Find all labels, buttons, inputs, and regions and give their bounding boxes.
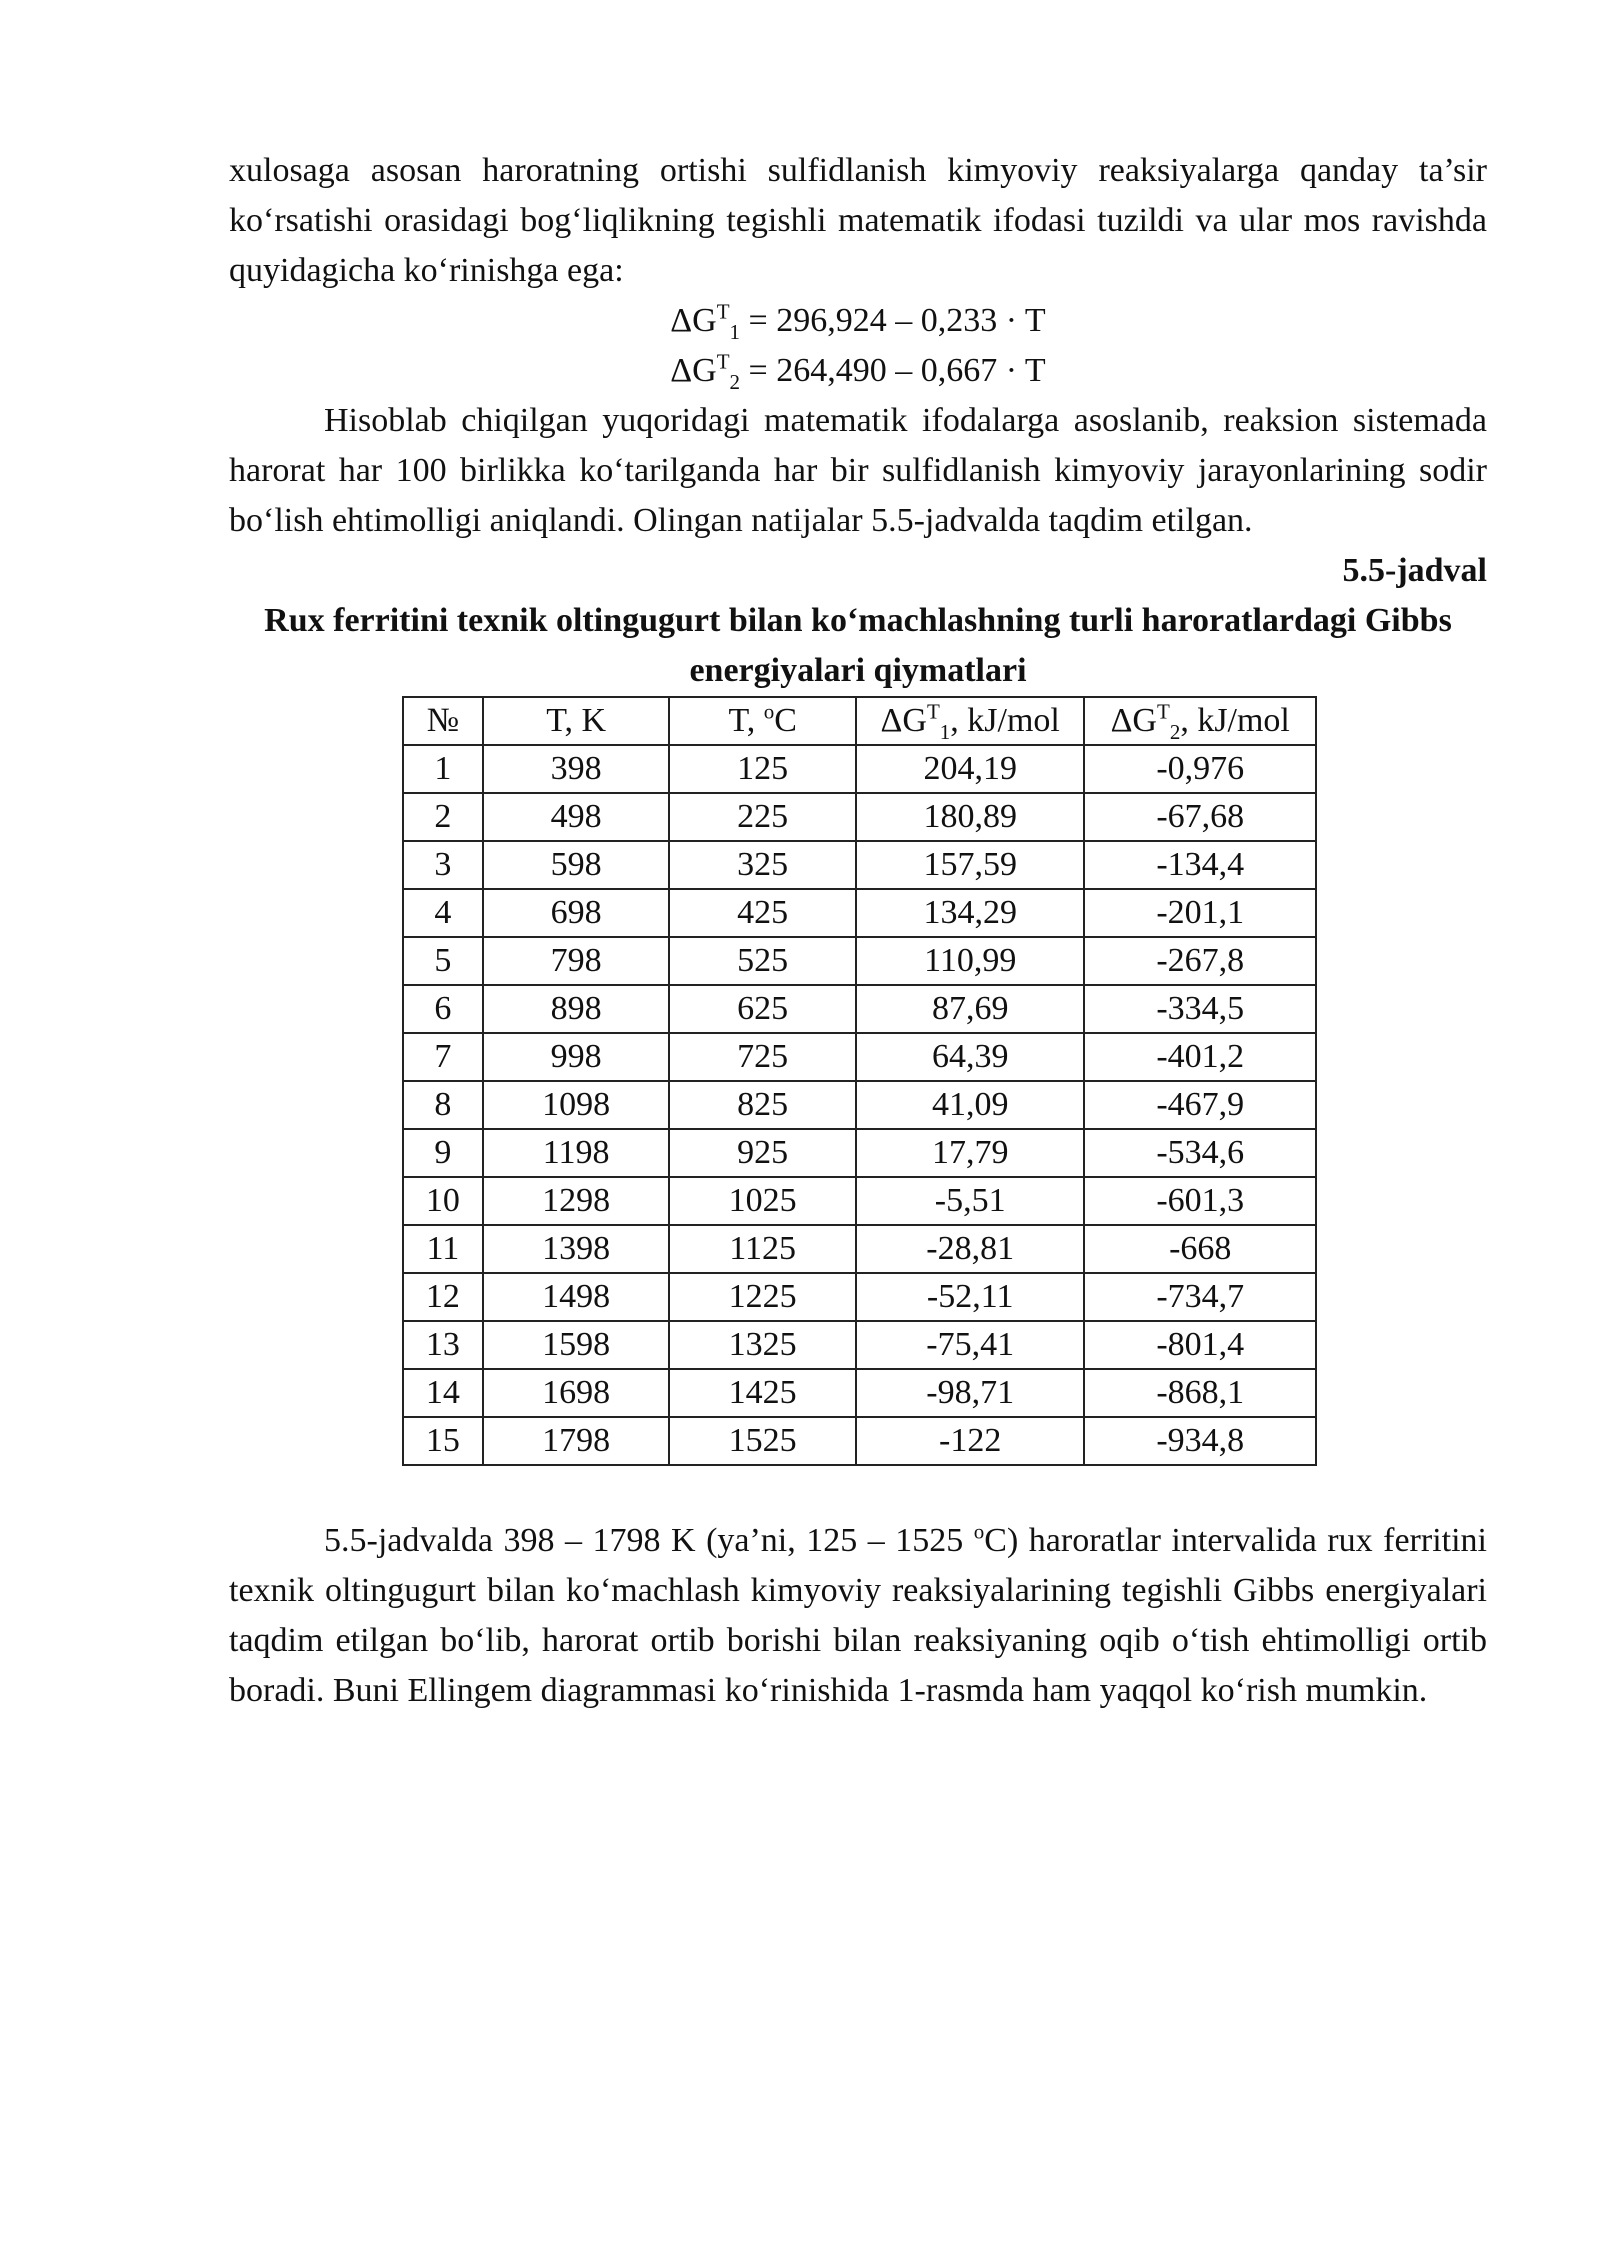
cell-t-k: 698 <box>483 889 670 937</box>
cell-t-c: 1425 <box>669 1369 856 1417</box>
equation-1-rhs: = 296,924 – 0,233 · T <box>740 302 1046 339</box>
header-g2-symbol: ΔG <box>1110 702 1157 739</box>
cell-g2: -67,68 <box>1084 793 1316 841</box>
equation-1 <box>229 296 1487 346</box>
table-row <box>403 985 1316 1033</box>
paragraph-3-start: 5.5-jadvalda 398 – 1798 K (ya’ni, 125 – 1525 <box>324 1522 974 1559</box>
table-row <box>403 937 1316 985</box>
cell-no: 11 <box>403 1225 483 1273</box>
equation-2 <box>229 346 1487 396</box>
equation-1-sup: T <box>716 299 730 324</box>
cell-t-c: 225 <box>669 793 856 841</box>
table-header-row <box>403 697 1316 745</box>
equation-1-symbol: ΔG <box>670 302 717 339</box>
table-row <box>403 1177 1316 1225</box>
cell-g2: -801,4 <box>1084 1321 1316 1369</box>
cell-g2: -467,9 <box>1084 1081 1316 1129</box>
paragraph-3 <box>229 1516 1487 1716</box>
cell-g2: -0,976 <box>1084 745 1316 793</box>
cell-g1: -28,81 <box>856 1225 1085 1273</box>
cell-t-c: 425 <box>669 889 856 937</box>
cell-g1: 17,79 <box>856 1129 1085 1177</box>
cell-no: 12 <box>403 1273 483 1321</box>
header-tc-unit: C <box>774 702 797 739</box>
degree-sup: o <box>973 1519 985 1544</box>
cell-no: 8 <box>403 1081 483 1129</box>
table-row <box>403 1033 1316 1081</box>
cell-no: 14 <box>403 1369 483 1417</box>
header-g1-sub: 1 <box>939 719 951 744</box>
cell-t-c: 525 <box>669 937 856 985</box>
cell-t-k: 1298 <box>483 1177 670 1225</box>
cell-t-c: 925 <box>669 1129 856 1177</box>
table-row <box>403 1321 1316 1369</box>
equation-2-sub: 2 <box>729 369 741 394</box>
cell-t-k: 798 <box>483 937 670 985</box>
cell-g2: -601,3 <box>1084 1177 1316 1225</box>
cell-no: 15 <box>403 1417 483 1465</box>
table-row <box>403 1081 1316 1129</box>
table-row <box>403 1369 1316 1417</box>
cell-t-k: 1098 <box>483 1081 670 1129</box>
cell-t-k: 1398 <box>483 1225 670 1273</box>
cell-g2: -201,1 <box>1084 889 1316 937</box>
header-g2-unit: , kJ/mol <box>1180 702 1290 739</box>
cell-g1: -5,51 <box>856 1177 1085 1225</box>
cell-no: 13 <box>403 1321 483 1369</box>
intro-paragraph: xulosaga asosan haroratning ortishi sulfidlanish kimyoviy reaksiyalarga qanday ta’sir ko‘rsatishi orasidagi bog‘liqlikning tegishli matematik ifodasi tuzildi va ular mos ravishda quyidagicha ko‘rinishga ega: <box>229 152 1487 289</box>
equation-1-sub: 1 <box>729 319 741 344</box>
cell-t-k: 1198 <box>483 1129 670 1177</box>
cell-t-k: 1498 <box>483 1273 670 1321</box>
paragraph-3-end: C) haroratlar intervalida rux ferritini texnik oltingugurt bilan ko‘machlash kimyoviy reaksiyalarining tegishli Gibbs energiyalari taqdim etilgan bo‘lib, harorat ortib borishi bilan reaksiyaning oqib o‘tish ehtimolligi ortib boradi. Buni Ellingem diagrammasi ko‘rinishida 1-rasmda ham yaqqol ko‘rish mumkin. <box>229 1522 1487 1709</box>
cell-g1: 41,09 <box>856 1081 1085 1129</box>
cell-t-c: 825 <box>669 1081 856 1129</box>
table-row <box>403 745 1316 793</box>
cell-g2: -668 <box>1084 1225 1316 1273</box>
header-g1-sup: T <box>926 699 940 724</box>
table-caption: Rux ferritini texnik oltingugurt bilan ko‘machlashning turli haroratlardagi Gibbs energiyalari qiymatlari <box>264 602 1452 689</box>
paragraph-2: Hisoblab chiqilgan yuqoridagi matematik ifodalarga asoslanib, reaksion sistemada harorat har 100 birlikka ko‘tarilganda har bir sulfidlanish kimyoviy jarayonlarining sodir bo‘lish ehtimolligi aniqlandi. Olingan natijalar 5.5-jadvalda taqdim etilgan. <box>229 402 1487 539</box>
cell-g2: -534,6 <box>1084 1129 1316 1177</box>
header-gibbs-1 <box>856 697 1085 745</box>
cell-g2: -401,2 <box>1084 1033 1316 1081</box>
cell-t-k: 1698 <box>483 1369 670 1417</box>
cell-g2: -134,4 <box>1084 841 1316 889</box>
table-row <box>403 1417 1316 1465</box>
cell-g1: -75,41 <box>856 1321 1085 1369</box>
cell-t-c: 325 <box>669 841 856 889</box>
cell-t-k: 498 <box>483 793 670 841</box>
table-row <box>403 793 1316 841</box>
equation-2-rhs: = 264,490 – 0,667 · T <box>740 352 1046 389</box>
cell-no: 4 <box>403 889 483 937</box>
cell-t-k: 398 <box>483 745 670 793</box>
cell-g1: 134,29 <box>856 889 1085 937</box>
cell-t-k: 998 <box>483 1033 670 1081</box>
table-body <box>403 745 1316 1465</box>
header-no: № <box>403 697 483 745</box>
cell-t-c: 1525 <box>669 1417 856 1465</box>
cell-no: 6 <box>403 985 483 1033</box>
cell-t-c: 1325 <box>669 1321 856 1369</box>
cell-g2: -868,1 <box>1084 1369 1316 1417</box>
cell-g2: -334,5 <box>1084 985 1316 1033</box>
cell-no: 5 <box>403 937 483 985</box>
table-row <box>403 1273 1316 1321</box>
cell-no: 9 <box>403 1129 483 1177</box>
cell-g1: 204,19 <box>856 745 1085 793</box>
cell-t-c: 625 <box>669 985 856 1033</box>
document-page <box>229 146 1487 1716</box>
header-temperature-k: T, K <box>483 697 670 745</box>
cell-no: 2 <box>403 793 483 841</box>
table-row <box>403 889 1316 937</box>
cell-g1: 64,39 <box>856 1033 1085 1081</box>
equation-2-symbol: ΔG <box>670 352 717 389</box>
cell-t-k: 1598 <box>483 1321 670 1369</box>
cell-no: 1 <box>403 745 483 793</box>
header-g1-unit: , kJ/mol <box>950 702 1060 739</box>
cell-g1: -98,71 <box>856 1369 1085 1417</box>
cell-g2: -267,8 <box>1084 937 1316 985</box>
table-row <box>403 841 1316 889</box>
cell-t-c: 1225 <box>669 1273 856 1321</box>
gibbs-energy-table <box>402 696 1317 1466</box>
header-tc-sup: o <box>763 699 775 724</box>
cell-g1: -122 <box>856 1417 1085 1465</box>
cell-t-c: 1125 <box>669 1225 856 1273</box>
cell-g1: 157,59 <box>856 841 1085 889</box>
header-g2-sup: T <box>1156 699 1170 724</box>
cell-g1: 110,99 <box>856 937 1085 985</box>
header-tc-main: T, <box>728 702 764 739</box>
cell-g1: -52,11 <box>856 1273 1085 1321</box>
header-gibbs-2 <box>1084 697 1316 745</box>
table-row <box>403 1129 1316 1177</box>
cell-no: 7 <box>403 1033 483 1081</box>
table-row <box>403 1225 1316 1273</box>
cell-t-c: 1025 <box>669 1177 856 1225</box>
equation-2-sup: T <box>716 349 730 374</box>
cell-t-c: 725 <box>669 1033 856 1081</box>
cell-g2: -934,8 <box>1084 1417 1316 1465</box>
cell-t-k: 898 <box>483 985 670 1033</box>
header-temperature-c <box>669 697 856 745</box>
cell-g2: -734,7 <box>1084 1273 1316 1321</box>
cell-no: 10 <box>403 1177 483 1225</box>
cell-t-k: 598 <box>483 841 670 889</box>
cell-g1: 180,89 <box>856 793 1085 841</box>
header-g1-symbol: ΔG <box>880 702 927 739</box>
table-label: 5.5-jadval <box>1342 552 1487 589</box>
cell-t-c: 125 <box>669 745 856 793</box>
cell-t-k: 1798 <box>483 1417 670 1465</box>
cell-g1: 87,69 <box>856 985 1085 1033</box>
cell-no: 3 <box>403 841 483 889</box>
header-g2-sub: 2 <box>1169 719 1181 744</box>
